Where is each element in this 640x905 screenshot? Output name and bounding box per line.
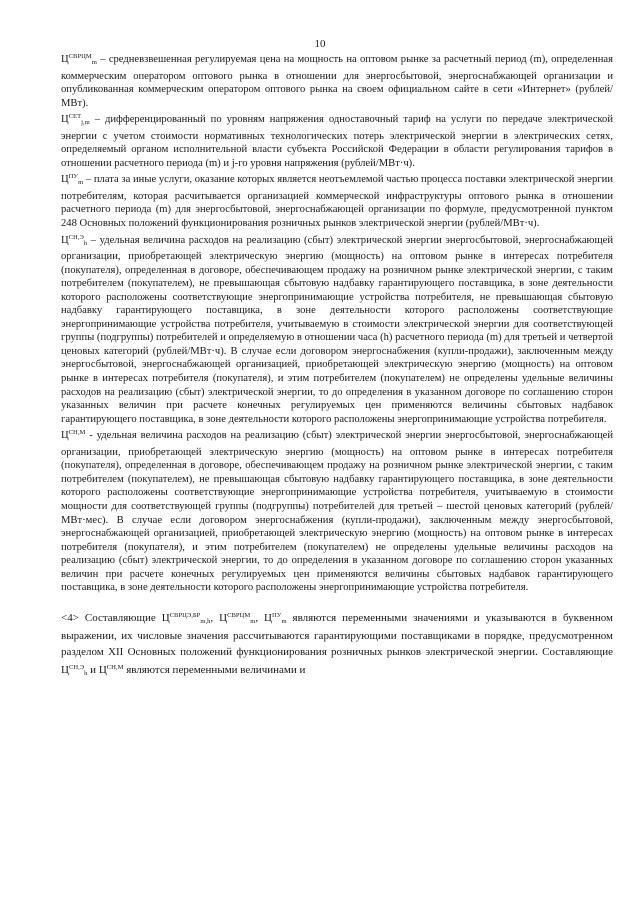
page-content bbox=[61, 50, 613, 682]
formula-symbol: $Ц^{СН,Э}_h$ bbox=[61, 664, 88, 678]
formula-symbol: $Ц^{ПУ}_m$ bbox=[264, 611, 287, 625]
formula-symbol: $Ц^{СВРЦМ}_m$ bbox=[219, 611, 256, 625]
definition-paragraph bbox=[61, 110, 613, 170]
definition-text: – дифференцированный по уровням напряжения одноставочный тариф на услуги по передаче электрической энергии с учетом стоимости нормативных технологических потерь электрической энергии в электрических сетях, определяемый органом исполнительной власти субъекта Российской Федерации в области регулирования тарифов в отношении расчетного периода (m) и j-го уровня напряжения (рублей/МВт·ч). bbox=[61, 114, 613, 169]
footnote-intro: <4> Составляющие bbox=[61, 611, 162, 624]
definition-text: – плата за иные услуги, оказание которых является неотъемлемой частью процесса поставки электрической энергии потребителям, которая расчитывается организацией коммерческой инфраструктуры оптового рынка в отношении расчетного периода (m) для энергосбытовой, энергоснабжающей организации по формуле, предусмотренной пунктом 248 Основных положений функционирования розничных рынков электрической энергии (рублей/МВт·ч). bbox=[61, 174, 613, 230]
definition-paragraph bbox=[61, 170, 613, 230]
formula-symbol: $Ц^{СВРЦМ}_m$ bbox=[61, 53, 97, 66]
definition-paragraph bbox=[61, 50, 613, 110]
formula-symbol: $Ц^{СН,М}$ bbox=[61, 429, 86, 442]
footnote-paragraph: <4> Составляющие $Ц^{СВРЦЭ,БР}_{m,h}$, $Ц^{СВРЦМ}_m$, $Ц^{ПУ}_m$ являются переменными значениями и указываются в буквенном выражении, их числовые значения рассчитываются гарантирующими поставщиками в порядке, предусмотренном разделом XII Основных положений функционирования розничных рынков электрической энергии. Составляющие $Ц^{СН,Э}_h$ и $Ц^{СН,М}$ являются переменными величинами и bbox=[61, 611, 614, 678]
footnote-text-tail: являются переменными величинами и bbox=[123, 664, 306, 677]
formula-symbol: $Ц^{СЕТ}_{j,m}$ bbox=[61, 113, 90, 127]
formula-symbol: $Ц^{СН,Э}_h$ bbox=[61, 233, 88, 247]
definition-text: – удельная величина расходов на реализацию (сбыт) электрической энергии энергосбытовой, энергоснабжающей организации, приобретающей электрическую энергию (мощность) на оптовом рынке в интересах потребителя (покупателя), определенная в договоре, обеспечивающем продажу на розничном рынке электрической энергии, с таким потребителем (покупателем), не превышающая сбытовую надбавку гарантирующего поставщика, в зоне деятельности которого расположены соответствующие энергопринимающие устройства потребителя, не превышающая сбытовую надбавку гарантирующего поставщика, в зоне деятельности которого расположены соответствующие энергопринимающие устройства потребителя, учитываемую в стоимости электрической энергии для соответствующей группы (подгруппы) потребителей и определяемую в отношении часа (h) расчетного периода (m) для третьей и четвертой ценовых категорий (рублей/МВт·ч). В случае если договором энергоснабжения (купли-продажи), заключенным между энергосбытовой, энергоснабжающей организацией, приобретающей электрическую энергию (мощность) на оптовом рынке в интересах потребителя (покупателя), и этим потребителем (покупателем) не определены удельные величины расходов на реализацию (сбыт) электрической энергии, то до определения в указанном договоре по соглашению сторон указанных величин при расчете конечных регулируемых цен применяются величины сбытовых надбавок гарантирующего поставщика, в зоне деятельности которого расположены энергопринимающие устройства потребителя. bbox=[61, 234, 613, 425]
definition-text: – средневзвешенная регулируемая цена на мощность на оптовом рынке за расчетный период (m), определенная коммерческим оператором оптового рынка в отношении для энергосбытовой, энергоснабжающей организации и опубликованная коммерческим оператором оптового рынка на своем официальном сайте в сети «Интернет» (рублей/МВт). bbox=[61, 54, 613, 109]
formula-symbol: $Ц^{ПУ}_m$ bbox=[61, 173, 84, 187]
footnote-text: являются переменными значениями и указываются в буквенном выражении, их числовые значения рассчитываются гарантирующими поставщиками в порядке, предусмотренном разделом XII Основных положений функционирования розничных рынков электрической энергии. Составляющие bbox=[61, 611, 614, 658]
page-number: 10 bbox=[314, 38, 326, 50]
definition-text: - удельная величина расходов на реализацию (сбыт) электрической энергии энергосбытовой, энергоснабжающей организации, приобретающей электрическую энергию (мощность) на оптовом рынке в интересах потребителя (покупателя), определенная в договоре, обеспечивающем продажу на розничном рынке электрической энергии, с таким потребителем (покупателем), не превышающая сбытовую надбавку гарантирующего поставщика, в зоне деятельности которого расположены соответствующие энергопринимающие устройства потребителя, учитываемую в стоимости мощности для соответствующей группы (подгруппы) потребителей для третьей – шестой ценовых категорий (рублей/МВт·мес). В случае если договором энергоснабжения (купли-продажи), заключенным между энергосбытовой, энергоснабжающей организацией, приобретающей электрическую энергию (мощность) на оптовом рынке в интересах потребителя (покупателя), и этим потребителем (покупателем) не определены удельные величины расходов на реализацию (сбыт) электрической энергии, то до определения в указанном договоре по соглашению сторон указанных величин при расчете конечных регулируемых цен применяются величины сбытовых надбавок гарантирующего поставщика, в зоне деятельности которого расположены энергопринимающие устройства потребителя. bbox=[61, 430, 613, 594]
formula-symbol: $Ц^{СВРЦЭ,БР}_{m,h}$ bbox=[161, 611, 211, 625]
formula-symbol: $Ц^{СН,М}$ bbox=[98, 664, 124, 677]
definition-paragraph bbox=[61, 426, 613, 595]
paragraph-gap bbox=[61, 595, 613, 608]
definition-paragraph bbox=[61, 231, 613, 427]
